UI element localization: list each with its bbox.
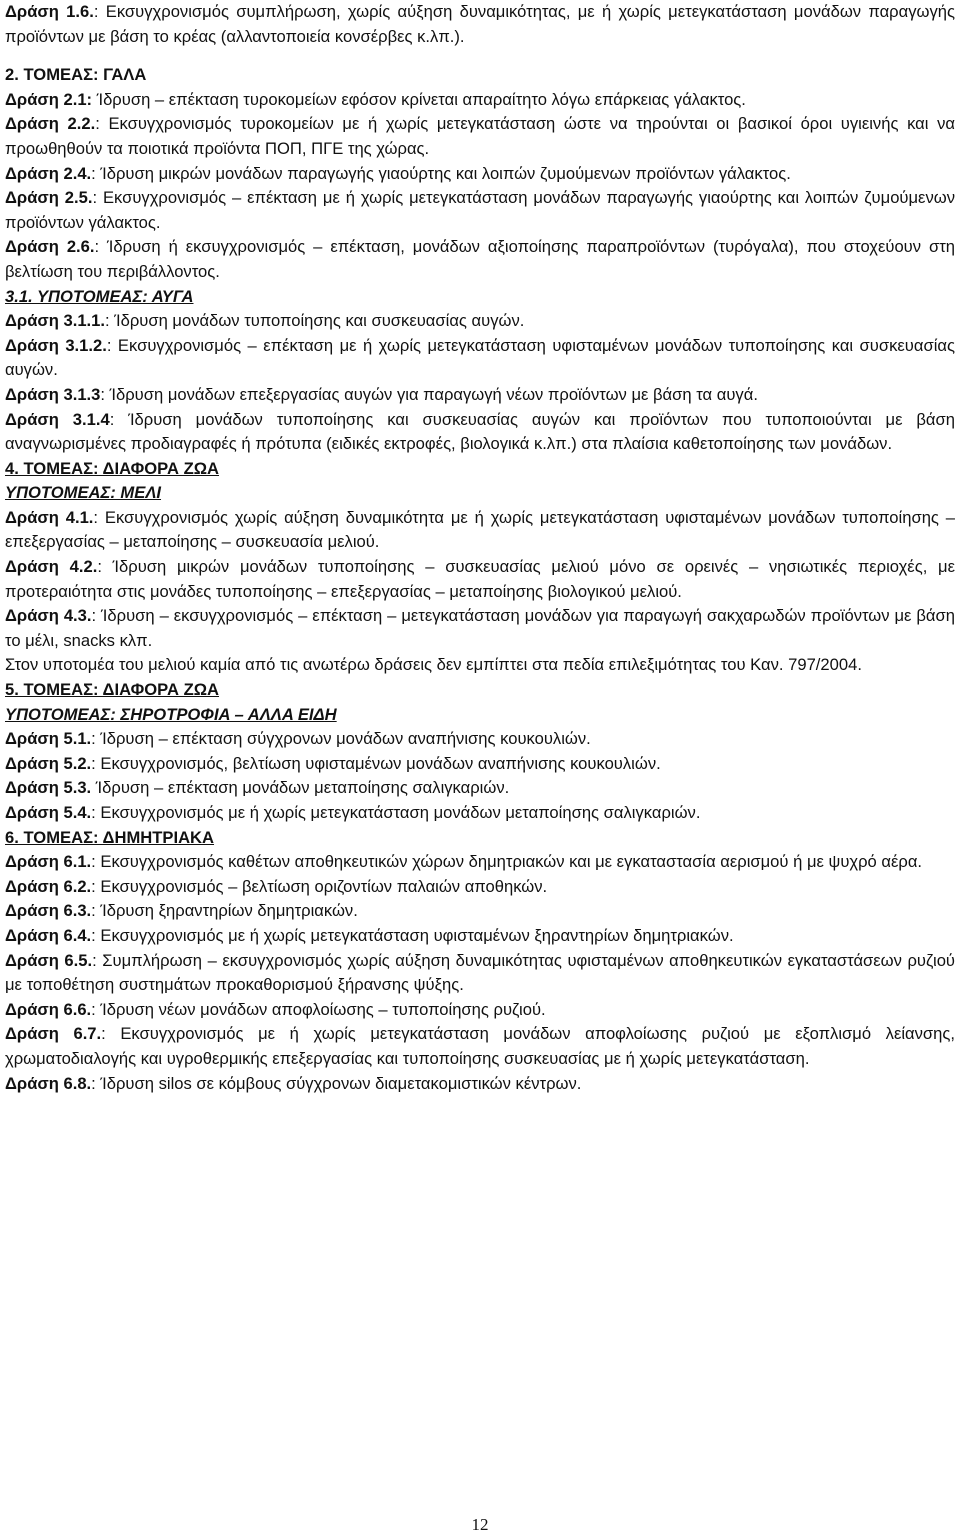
- action-text: : Εκσυγχρονισμός καθέτων αποθηκευτικών χώρων δημητριακών και με εγκαταστασία αερισμού ή με ψυχρό αέρα.: [91, 852, 923, 872]
- sector-heading-text: 2. ΤΟΜΕΑΣ: ΓΑΛΑ: [5, 65, 147, 85]
- action-text: : Ίδρυση ή εκσυγχρονισμός – επέκταση, μονάδων αξιοποίησης παραπροϊόντων (τυρόγαλα), που στοχεύουν στη βελτίωση του περιβάλλοντος.: [5, 237, 955, 281]
- action-label: Δράση 6.3.: [5, 901, 92, 921]
- action-paragraph: [5, 752, 955, 777]
- action-label: Δράση 4.3.: [5, 606, 92, 626]
- action-paragraph: [5, 408, 955, 457]
- action-text: : Συμπλήρωση – εκσυγχρονισμός χωρίς αύξηση δυναμικότητας υφισταμένων αποθηκευτικών εγκαταστάσεων ρυζιού με τοποθέτηση συστημάτων προκαθορισμού ξήρανσης ψύξης.: [5, 950, 956, 995]
- sector-heading: [5, 678, 955, 703]
- action-label: Δράση 4.1.: [5, 507, 94, 527]
- subsector-heading-text: 3.1. ΥΠΟΤΟΜΕΑΣ: ΑΥΓΑ: [5, 286, 194, 306]
- action-text: : Εκσυγχρονισμός με ή χωρίς μετεγκατάσταση υφισταμένων ξηραντηρίων δημητριακών.: [91, 925, 734, 945]
- action-paragraph: [5, 309, 955, 334]
- action-label: Δράση 3.1.2.: [5, 335, 107, 355]
- action-label: Δράση 2.1:: [5, 89, 93, 109]
- action-text: : Εκσυγχρονισμός με ή χωρίς μετεγκατάσταση μονάδων αποφλοίωσης ρυζιού με εξοπλισμό λείανσης, χρωματοδιαλογής και υγροθερμικής επεξεργασίας και τυποποίησης συσκευασίας με ή χωρίς μετεγκατάσταση.: [5, 1024, 956, 1068]
- action-text: : Ίδρυση νέων μονάδων αποφλοίωσης – τυποποίησης ρυζιού.: [91, 999, 546, 1019]
- action-text: : Ίδρυση μονάδων τυποποίησης και συσκευασίας αυγών και προϊόντων που τυποποιούνται με βάση αναγνωρισμένες προδιαγραφές ή πρότυπα (ειδικές εκτροφές, βιολογικά κ.λπ.) στα πλαίσια καθετοποίησης των μονάδων.: [5, 409, 955, 454]
- action-text: : Ίδρυση – εκσυγχρονισμός – επέκταση – μετεγκατάσταση μονάδων για παραγωγή σακχαρωδών προϊόντων με βάση το μέλι, snacks κλπ.: [5, 606, 955, 650]
- paragraph-gap: [5, 49, 955, 63]
- action-label: Δράση 3.1.3: [5, 384, 101, 404]
- sector-heading: [5, 457, 955, 482]
- action-label: Δράση 6.1.: [5, 852, 92, 872]
- action-paragraph: [5, 776, 955, 801]
- action-paragraph: [5, 112, 955, 161]
- action-label: Δράση 3.1.4: [5, 409, 110, 429]
- action-paragraph: [5, 998, 955, 1023]
- subsector-heading: [5, 285, 955, 310]
- action-label: Δράση 2.2.: [5, 114, 96, 134]
- subsector-heading: [5, 481, 955, 506]
- action-text: : Ίδρυση silos σε κόμβους σύγχρονων διαμετακομιστικών κέντρων.: [91, 1073, 582, 1093]
- action-paragraph: [5, 1022, 955, 1071]
- action-text: : Ίδρυση μικρών μονάδων παραγωγής γιαούρτης και λοιπών ζυμούμενων προϊόντων γάλακτος.: [91, 163, 791, 183]
- action-label: Δράση 6.5.: [5, 950, 93, 970]
- action-label: Δράση 5.2.: [5, 753, 92, 773]
- action-label: Δράση 6.8.: [5, 1073, 92, 1093]
- action-text: : Εκσυγχρονισμός, βελτίωση υφισταμένων μονάδων αναπήνισης κουκουλιών.: [91, 753, 661, 773]
- action-paragraph: [5, 899, 955, 924]
- action-paragraph: [5, 506, 955, 555]
- action-text: Ίδρυση – επέκταση τυροκομείων εφόσον κρίνεται απαραίτητο λόγω επάρκειας γάλακτος.: [92, 89, 746, 109]
- action-paragraph: [5, 383, 955, 408]
- action-label: Δράση 2.4.: [5, 163, 92, 183]
- action-paragraph: [5, 924, 955, 949]
- subsector-heading: [5, 703, 955, 728]
- action-paragraph: [5, 949, 955, 998]
- action-paragraph: [5, 235, 955, 284]
- action-paragraph: [5, 186, 955, 235]
- action-text: : Ίδρυση μονάδων τυποποίησης και συσκευασίας αυγών.: [105, 311, 525, 331]
- action-label: Δράση 5.4.: [5, 803, 92, 822]
- action-label: Δράση 6.6.: [5, 999, 92, 1019]
- action-paragraph: [5, 555, 955, 604]
- action-label: Δράση 5.1.: [5, 729, 92, 749]
- action-text: : Εκσυγχρονισμός – επέκταση με ή χωρίς μετεγκατάσταση μονάδων παραγωγής γιαούρτης και λοιπών ζυμούμενων προϊόντων γάλακτος.: [5, 188, 956, 232]
- action-paragraph: [5, 88, 955, 113]
- sector-heading-text: 4. ΤΟΜΕΑΣ: ΔΙΑΦΟΡΑ ΖΩΑ: [5, 458, 220, 478]
- sector-heading: [5, 63, 955, 88]
- action-label: Δράση 5.3.: [5, 778, 92, 798]
- document-page: [5, 0, 955, 1096]
- action-text: : Ίδρυση μικρών μονάδων τυποποίησης – συσκευασίας μελιού μόνο σε ορεινές – νησιωτικές περιοχές, με προτεραιότητα στις μονάδες τυποποίησης – επεξεργασίας – μεταποίησης βιολογικού μελιού.: [5, 557, 956, 601]
- action-label: Δράση 6.2.: [5, 876, 92, 896]
- plain-paragraph: Στον υποτομέα του μελιού καμία από τις ανωτέρω δράσεις δεν εμπίπτει στα πεδία επιλεξιμότητας του Καν. 797/2004.: [5, 655, 862, 675]
- action-label: Δράση 2.5.: [5, 188, 93, 208]
- sector-heading-text: 6. ΤΟΜΕΑΣ: ΔΗΜΗΤΡΙΑΚΑ: [5, 827, 215, 847]
- action-text: : Εκσυγχρονισμός τυροκομείων με ή χωρίς μετεγκατάσταση ώστε να τηρούνται οι βασικοί όροι υγιεινής και να προωθηθούν τα ποιοτικά προϊόντα ΠΟΠ, ΠΓΕ της χώρας.: [5, 114, 955, 158]
- action-paragraph: [5, 604, 955, 653]
- action-label: Δράση 4.2.: [5, 557, 98, 577]
- action-paragraph: [5, 0, 955, 49]
- action-text: : Εκσυγχρονισμός συμπλήρωση, χωρίς αύξηση δυναμικότητας, με ή χωρίς μετεγκατάσταση μονάδων παραγωγής προϊόντων με βάση το κρέας (αλλαντοποιεία κονσέρβες κ.λπ.).: [5, 2, 955, 46]
- sector-heading-text: 5. ΤΟΜΕΑΣ: ΔΙΑΦΟΡΑ ΖΩΑ: [5, 680, 220, 700]
- action-label: Δράση 1.6.: [5, 2, 94, 21]
- action-label: Δράση 3.1.1.: [5, 311, 106, 331]
- action-label: Δράση 6.7.: [5, 1024, 102, 1044]
- subsector-heading-text: ΥΠΟΤΟΜΕΑΣ: ΣΗΡΟΤΡΟΦΙΑ – ΑΛΛΑ ΕΙΔΗ: [5, 704, 337, 724]
- action-paragraph: [5, 727, 955, 752]
- action-text: : Ίδρυση μονάδων επεξεργασίας αυγών για παραγωγή νέων προϊόντων με βάση τα αυγά.: [100, 384, 758, 404]
- page-number: 12: [471, 1515, 489, 1534]
- action-text: : Εκσυγχρονισμός – επέκταση με ή χωρίς μετεγκατάσταση υφισταμένων μονάδων τυποποίησης και συσκευασίας αυγών.: [5, 335, 955, 380]
- action-text: : Ίδρυση ξηραντηρίων δημητριακών.: [91, 901, 358, 921]
- action-text: : Ίδρυση – επέκταση σύγχρονων μονάδων αναπήνισης κουκουλιών.: [91, 729, 591, 749]
- action-label: Δράση 6.4.: [5, 925, 92, 945]
- action-paragraph: [5, 875, 955, 900]
- action-label: Δράση 2.6.: [5, 237, 95, 257]
- action-paragraph: [5, 334, 955, 383]
- action-paragraph: [5, 850, 955, 875]
- action-text: : Εκσυγχρονισμός χωρίς αύξηση δυναμικότητα με ή χωρίς μετεγκατάσταση υφισταμένων μονάδων τυποποίησης – επεξεργασίας – μεταποίησης – συσκευασία μελιού.: [5, 507, 955, 552]
- action-text: Ίδρυση – επέκταση μονάδων μεταποίησης σαλιγκαριών.: [91, 778, 510, 798]
- sector-heading: [5, 826, 955, 851]
- action-paragraph: [5, 1072, 955, 1097]
- subsector-heading-text: ΥΠΟΤΟΜΕΑΣ: ΜΕΛΙ: [5, 483, 162, 503]
- action-text: : Εκσυγχρονισμός με ή χωρίς μετεγκατάσταση μονάδων μεταποίησης σαλιγκαριών.: [91, 803, 701, 822]
- action-paragraph: [5, 801, 955, 826]
- action-text: : Εκσυγχρονισμός – βελτίωση οριζοντίων παλαιών αποθηκών.: [91, 876, 548, 896]
- action-paragraph: [5, 162, 955, 187]
